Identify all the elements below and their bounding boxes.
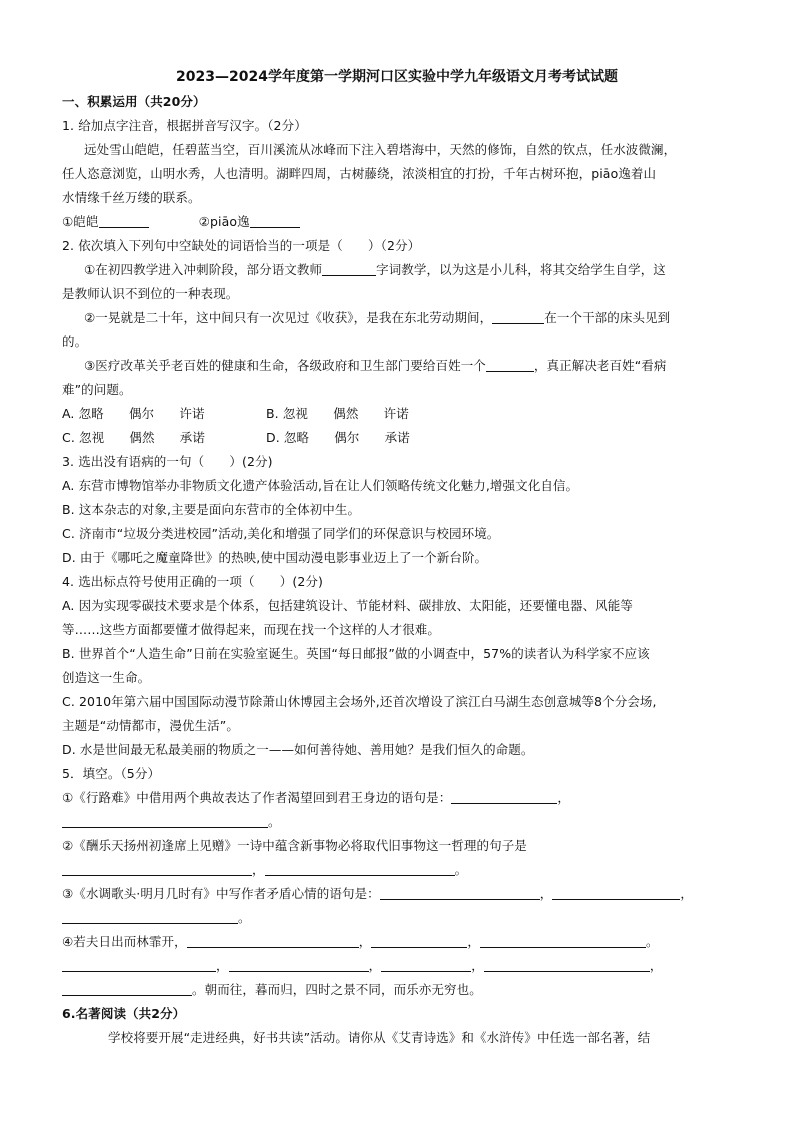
q2-sentence-3-line-1: ③医疗改革关乎老百姓的健康和生命，各级政府和卫生部门要给百姓一个 ，真正解决老百姓“看病	[84, 358, 667, 373]
q2-sentence-3-line-2: 难”的问题。	[62, 382, 132, 397]
q2-blank-1[interactable]	[322, 261, 376, 276]
q5-blank-3c[interactable]	[62, 909, 238, 924]
q4-option-c-line-2: 主题是“动情都市，漫优生活”。	[62, 718, 239, 733]
q2-option-d[interactable]: D. 忽略 偶尔 承诺	[266, 430, 410, 445]
q5-blank-4b[interactable]	[371, 933, 467, 948]
q4-stem: 4. 选出标点符号使用正确的一项（ ）(2分)	[62, 574, 324, 589]
q5-blank-1a[interactable]	[451, 789, 557, 804]
q5-item-4: ④若夫日出而林霏开， ， ， 。	[62, 934, 659, 949]
q5-item-1: ①《行路难》中借用两个典故表达了作者渴望回到君王身边的语句是： ，	[62, 790, 570, 805]
q5-blank-4f[interactable]	[381, 957, 471, 972]
q4-option-c-line-1[interactable]: C. 2010年第六届中国国际动漫节除萧山休博园主会场外,还首次增设了滨江白马湖生态创意城等8个分会场,	[62, 694, 657, 709]
q5-item-2-cont: ， 。	[62, 860, 467, 880]
q2-option-c[interactable]: C. 忽视 偶然 承诺	[62, 430, 205, 445]
q2-stem: 2. 依次填入下列句中空缺处的词语恰当的一项是（ ）（2分）	[62, 238, 421, 253]
q5-blank-2b[interactable]	[265, 861, 455, 876]
q5-item-3-cont: 。	[62, 908, 251, 928]
q5-blank-3b[interactable]	[552, 885, 680, 900]
q2-sentence-1-line-2: 是教师认识不到位的一种表现。	[62, 286, 239, 301]
q5-blank-3a[interactable]	[380, 885, 540, 900]
q1-answer-blank-1[interactable]	[99, 213, 149, 228]
q4-option-b-line-2: 创造这一生命。	[62, 670, 151, 685]
q5-blank-2a[interactable]	[62, 861, 252, 876]
q3-option-c[interactable]: C. 济南市“垃圾分类进校园”活动,美化和增强了同学们的环保意识与校园环境。	[62, 526, 500, 541]
q3-option-d[interactable]: D. 由于《哪吒之魔童降世》的热映,使中国动漫电影事业迈上了一个新台阶。	[62, 550, 488, 565]
q2-sentence-1-line-1: ①在初四教学进入冲刺阶段，部分语文教师 字词教学，以为这是小儿科，将其交给学生自学，这	[84, 262, 666, 277]
q5-item-2: ②《酬乐天扬州初逢席上见赠》一诗中蕴含新事物必将取代旧事物这一哲理的句子是	[62, 838, 527, 853]
q3-option-b[interactable]: B. 这本杂志的对象,主要是面向东营市的全体初中生。	[62, 502, 361, 517]
q5-blank-4h[interactable]	[62, 981, 192, 996]
q1-passage-line-2: 任人恣意浏览，山明水秀，人也清明。湖畔四周，古树藤绕，浓淡相宜的打扮，千年古树环抱，piāo逸着山	[62, 166, 657, 181]
q2-option-b[interactable]: B. 忽视 偶然 许诺	[266, 406, 409, 421]
q5-stem: 5．填空。（5分）	[62, 766, 161, 781]
q1-item-1-label: ①皑皑	[62, 214, 99, 229]
q1-passage-line-1: 远处雪山皑皑，任碧蓝当空，百川溪流从冰峰而下注入碧塔海中，天然的修饰，自然的钦点，任水波微澜，	[84, 142, 677, 157]
q5-item-4-cont: ， ， ， ，	[62, 956, 662, 976]
q1-stem: 1. 给加点字注音，根据拼音写汉字。（2分）	[62, 118, 307, 133]
q4-option-a-line-2: 等……这些方面都要懂才做得起来，而现在找一个这样的人才很难。	[62, 622, 441, 637]
q5-blank-4g[interactable]	[484, 957, 650, 972]
q5-item-4-end: 。朝而往，暮而归，四时之景不同，而乐亦无穷也。	[62, 980, 482, 1000]
section-1-heading: 一、积累运用（共20分）	[62, 94, 206, 109]
q4-option-b-line-1[interactable]: B. 世界首个“人造生命”日前在实验室诞生。英国“每日邮报”做的小调查中，57%的读者认为科学家不应该	[62, 646, 650, 661]
q3-option-a[interactable]: A. 东营市博物馆举办非物质文化遗产体验活动,旨在让人们领略传统文化魅力,增强文化自信。	[62, 478, 579, 493]
q5-blank-4c[interactable]	[480, 933, 646, 948]
q6-text: 学校将要开展“走进经典，好书共读”活动。请你从《艾青诗选》和《水浒传》中任选一部名著，结	[108, 1030, 651, 1045]
section-6-heading: 6.名著阅读（共2分）	[62, 1006, 186, 1021]
q5-blank-1b[interactable]	[62, 813, 268, 828]
q1-passage-line-3: 水情缘千丝万缕的联系。	[62, 190, 201, 205]
q3-stem: 3. 选出没有语病的一句（ ）(2分)	[62, 454, 273, 469]
q5-item-1-cont: 。	[62, 812, 281, 832]
q2-option-a[interactable]: A. 忽略 偶尔 许诺	[62, 406, 205, 421]
q2-sentence-2-line-2: 的。	[62, 334, 88, 349]
q2-blank-2[interactable]	[492, 309, 544, 324]
q1-answer-blank-2[interactable]	[250, 213, 300, 228]
q1-item-2-label: ②piāo逸	[198, 214, 250, 229]
q5-blank-4e[interactable]	[229, 957, 369, 972]
q2-sentence-2-line-1: ②一晃就是二十年，这中间只有一次见过《收获》，是我在东北劳动期间， 在一个干部的床头见到	[84, 310, 671, 325]
page-title: 2023—2024学年度第一学期河口区实验中学九年级语文月考考试试题	[176, 69, 618, 85]
q2-blank-3[interactable]	[486, 357, 534, 372]
q5-blank-4a[interactable]	[187, 933, 359, 948]
q5-item-3: ③《水调歌头·明月几时有》中写作者矛盾心情的语句是： ， ，	[62, 886, 693, 901]
q1-answer-row	[62, 212, 300, 232]
q4-option-a-line-1[interactable]: A. 因为实现零碳技术要求是个体系，包括建筑设计、节能材料、碳排放、太阳能，还要懂电器、风能等	[62, 598, 633, 613]
q5-blank-4d[interactable]	[62, 957, 216, 972]
q4-option-d[interactable]: D. 水是世间最无私最美丽的物质之一——如何善待她、善用她？是我们恒久的命题。	[62, 742, 534, 757]
